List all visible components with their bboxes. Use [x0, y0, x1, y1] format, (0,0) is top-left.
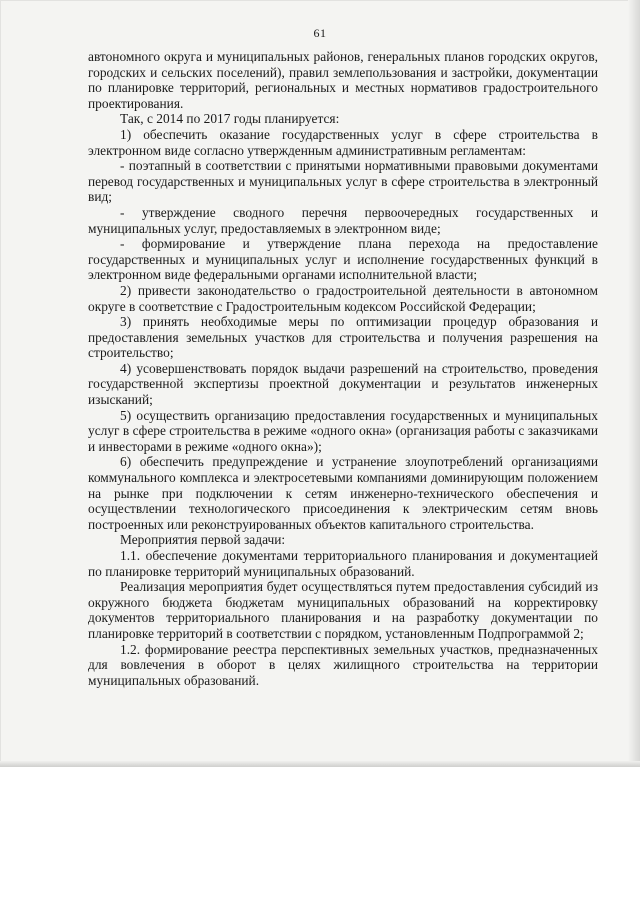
paragraph-item-5: 5) осуществить организацию предоставления государственных и муниципальных услуг в сфере строительства в режиме «одного окна» (организация работы с заказчиками и инвесторами в режиме «одного окна»);: [88, 407, 598, 454]
paragraph-item-2: 2) привести законодательство о градостроительной деятельности в автономном округе в соответствие с Градостроительным кодексом Российской Федерации;: [88, 282, 598, 314]
paragraph-item-3: 3) принять необходимые меры по оптимизации процедур образования и предоставления земельных участков для строительства и получения разрешения на строительство;: [88, 314, 598, 361]
paragraph-plan-intro: Так, с 2014 по 2017 годы планируется:: [120, 111, 340, 127]
document-body: [88, 49, 598, 688]
paragraph-measure-1-2: 1.2. формирование реестра перспективных земельных участков, предназначенных для вовлечения в оборот в целях жилищного строительства на территории муниципальных образований.: [88, 641, 598, 688]
paragraph-continuation: автономного округа и муниципальных районов, генеральных планов городских округов, городских и сельских поселений), правил землепользования и застройки, документации по планировке территорий, региональных и местных нормативов градостроительного проектирования.: [88, 49, 598, 111]
page-number: 61: [313, 26, 327, 40]
paragraph-measures-heading: Мероприятия первой задачи:: [120, 532, 286, 548]
paragraph-item-4: 4) усовершенствовать порядок выдачи разрешений на строительство, проведения государственной экспертизы проектной документации и результатов инженерных изысканий;: [88, 360, 598, 408]
paragraph-item-1: 1) обеспечить оказание государственных услуг в сфере строительства в электронном виде согласно утвержденным административным регламентам:: [88, 126, 598, 158]
scan-edge-shadow: [628, 0, 640, 767]
paragraph-subitem-1b: - утверждение сводного перечня первоочередных государственных и муниципальных услуг, предоставляемых в электронном виде;: [88, 204, 598, 236]
paragraph-subitem-1c: - формирование и утверждение плана перехода на предоставление государственных и муниципальных услуг и исполнение государственных функций в электронном виде федеральными органами исполнительной власти;: [88, 236, 598, 283]
paragraph-measure-1-1: 1.1. обеспечение документами территориального планирования и документацией по планировке территорий муниципальных образований.: [88, 548, 598, 579]
paragraph-item-6: 6) обеспечить предупреждение и устранение злоупотреблений организациями коммунального комплекса и электросетевыми компаниями доминирующим положением на рынке при подключении к сетям инженерно-технического обеспечения и осуществлении технологического присоединения к электрическим сетям вновь построенных или реконструированных объектов капитального строительства.: [88, 454, 598, 532]
paragraph-measure-implementation: Реализация мероприятия будет осуществляться путем предоставления субсидий из окружного бюджета бюджетам муниципальных образований на корректировку документов территориального планирования и на разработку документации по планировке территорий в соответствии с порядком, установленным Подпрограммой 2;: [88, 579, 598, 641]
paragraph-subitem-1a: - поэтапный в соответствии с принятыми нормативными правовыми документами перевод государственных и муниципальных услуг в сфере строительства в электронный вид;: [88, 158, 598, 205]
scan-bottom-shadow: [0, 761, 640, 767]
